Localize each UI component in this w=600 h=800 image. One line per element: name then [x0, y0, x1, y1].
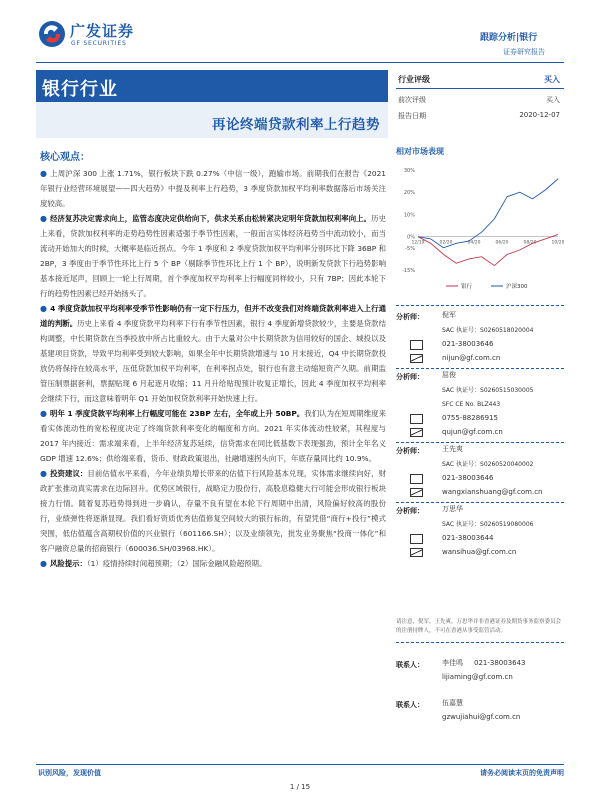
- email-icon: [410, 354, 423, 363]
- analyst-email[interactable]: qujun@gf.com.cn: [442, 428, 503, 436]
- analyst-name: 倪军: [442, 311, 456, 319]
- contact-label: 联系人：: [396, 701, 424, 709]
- x-tick-label: 08/20: [523, 240, 537, 246]
- para-bold: 经济复苏决定需求向上，监管态度决定供给向下，供求关系由松转紧决定明年贷款加权利率向上。: [50, 214, 372, 223]
- analyst-label: 分析师：: [396, 313, 424, 321]
- paragraph-6: [40, 556, 386, 571]
- legend-label: 沪深300: [506, 284, 528, 290]
- para-text: 上周沪深 300 上涨 1.71%，银行板块下跌 0.27%（中信一级），跑输市场。前期我们在报告《2021 年银行业经营环境展望——四大趋势》中提及利率上行趋势，3 季度贷款加权平均利率数据落后市场关注度较高。: [40, 169, 387, 208]
- para-bold: 风险提示：: [49, 559, 87, 568]
- report-type: 跟踪分析|银行: [480, 33, 538, 43]
- date-value: 2020-12-07: [519, 111, 560, 119]
- analyst-name: 屈俊: [442, 371, 456, 379]
- header-rule: [36, 62, 564, 63]
- para-text: 目前估值水平来看，今年业绩负增长带来的估值下行风险基本兑现，实体需求继续向好，财政扩张推动真实需求在边际回升。优势区域银行，战略定力股份行，高股息稳健大行可能会形成银行板块接力行情。随着复苏趋势得到进一步确认，存量不良有望在本轮下行周期中出清，风险偏好较高的股份行，业绩弹性将逐渐显现。我们看好资质优秀估值修复空间较大的银行标的，有望凭借“商行+投行”模式突围，低估值蕴含高期权价值的兴业银行（601166.SH）；以及业绩领先，批发业务聚焦“投商一体化”和客户融资总量的招商银行（600036.SH/03968.HK）。: [40, 469, 386, 553]
- phone-icon: [410, 340, 423, 350]
- footer-slogan: 识别风险，发现价值: [38, 769, 101, 777]
- analyst-name: 万思华: [442, 505, 463, 513]
- contact-email[interactable]: gzwujiahui@gf.com.cn: [442, 713, 521, 721]
- paragraph-2: [40, 211, 386, 301]
- footer-rule: [36, 764, 564, 765]
- paragraph-3: [40, 301, 386, 406]
- para-text: 历史上来看，贷款加权利率的走势趋势性因素适强于季节性因素，一般而言实体经济趋势当中流动较小，而当流动开始加大的时候，大概率是临近拐点。今年 1 季度和 2 季度贷款加权平均利率分别环比下降 36BP 和 2BP，3 季度由于季节性环比上行 5 个 BP（剔除季节性环比上行 1 个 BP），说明新发贷款下行趋势影响基本接近尾声，回顾上一轮上行周期，首个季度加权平均利率上行幅度同样较小，只有 7BP；因此本轮下行的趋势性因素已经开始扬头了。: [40, 214, 386, 298]
- market-heading: 相对市场表现: [396, 147, 444, 156]
- date-label: 报告日期: [398, 112, 426, 120]
- x-tick-label: 10/20: [551, 240, 564, 246]
- contact-label: 联系人：: [396, 661, 424, 669]
- analyst-sac: SAC 执证号：S0260520040002: [442, 461, 534, 468]
- analyst-divider: [396, 442, 564, 443]
- sector-bar: [36, 70, 388, 102]
- y-tick-label: -15%: [402, 268, 415, 274]
- logo: [38, 20, 66, 48]
- para-bold: 明年 1 季度贷款平均利率上行幅度可能在 23BP 左右，全年或上升 50BP。: [50, 409, 305, 418]
- analyst-email[interactable]: wangxianshuang@gf.com.cn: [442, 488, 543, 496]
- y-tick-label: 0%: [407, 234, 415, 241]
- analyst-phone: 021-38003646: [442, 474, 494, 482]
- x-tick-label: 06/20: [495, 240, 509, 246]
- gf-logo-icon: [38, 20, 66, 48]
- analyst-sac: SAC 执证号：S0260518020004: [442, 327, 534, 334]
- legend-label: 银行: [461, 284, 473, 290]
- series-line-1: [418, 179, 558, 248]
- para-text: 历史上来看 4 季度贷款平均利率下行有季节性因素，银行 4 季度新增贷款较少，主要是贷款结构调整，中长期贷款在当季投放中所占比重较大。由于大量对公中长期贷款为信用较好的国企、城投以及基建项目贷款，导致平均利率受到较大影响，如果全年中长期贷款增速与 10 月末接近，Q4 中长期贷款投放仍将保持在较高水平，压低贷款加权平均利率，在利率拐点处，银行也有意主动缩短资产久期。前期监管压制票据套利，票据贴现 6 月起逐月收缩；11 月升给贴现预计收复正增长，因此 4 季度加权平均利率会继续下行，而这意味着明年 Q1 开始加权贷款利率开始快速上行。: [40, 319, 386, 403]
- note-rule: [396, 642, 564, 643]
- analyst-phone: 021-38003646: [442, 340, 494, 348]
- bullet-icon: ●: [40, 304, 48, 313]
- relative-performance-chart: [396, 162, 564, 302]
- paragraph-4: [40, 406, 386, 466]
- analyst-sfc: SFC CE No. BLZ443: [442, 401, 501, 408]
- footer-disclaimer: 请务必阅读末页的免责声明: [480, 769, 564, 777]
- analyst-divider: [396, 368, 564, 369]
- email-icon: [410, 488, 423, 497]
- phone-icon: [410, 414, 423, 424]
- y-tick-label: 20%: [403, 190, 415, 197]
- para-text: （1）疫情持续时间超预期；（2）国际金融风险超预期。: [86, 559, 267, 568]
- email-icon: [410, 548, 423, 557]
- y-tick-label: -5%: [405, 245, 415, 252]
- paragraph-5: [40, 466, 386, 556]
- rating-label: 行业评级: [398, 75, 430, 84]
- prev-rating-value: 买入: [546, 96, 560, 104]
- body-text: [40, 166, 386, 571]
- bullet-icon: ●: [40, 169, 48, 178]
- analyst-phone: 0755-88286915: [442, 414, 498, 422]
- analyst-email[interactable]: wansihua@gf.com.cn: [442, 548, 517, 556]
- analyst-divider: [396, 502, 564, 503]
- rating-box: [396, 70, 564, 128]
- phone-icon: [410, 534, 423, 544]
- bullet-icon: ●: [40, 559, 47, 568]
- para-bold: 投资建议：: [50, 469, 88, 478]
- title-band: [36, 102, 388, 138]
- phone-icon: [410, 474, 423, 484]
- prev-rating-label: 前次评级: [398, 96, 426, 104]
- y-tick-label: 10%: [403, 212, 415, 219]
- page-number: 1 / 15: [289, 783, 311, 791]
- rating-rule: [396, 88, 564, 89]
- contact-phone: 021-38003643: [474, 659, 526, 667]
- analyst-label: 分析师：: [396, 373, 424, 381]
- bullet-icon: ●: [40, 409, 48, 418]
- sector-name: 银行行业: [42, 79, 118, 100]
- rating-value: 买入: [544, 75, 560, 84]
- analyst-sac: SAC 执证号：S0260515030005: [442, 387, 534, 394]
- analyst-sac: SAC 执证号：S0260519080006: [442, 521, 534, 528]
- x-tick-label: 12/19: [411, 240, 425, 246]
- analyst-email[interactable]: nijun@gf.com.cn: [442, 354, 501, 362]
- bullet-icon: ●: [40, 469, 48, 478]
- paragraph-1: [40, 166, 386, 211]
- email-icon: [410, 428, 423, 437]
- x-tick-label: 02/20: [439, 240, 453, 246]
- analyst-label: 分析师：: [396, 507, 424, 515]
- contact-email[interactable]: lijiaming@gf.com.cn: [442, 673, 513, 681]
- para-bold: 4 季度贷款加权平均利率受季节性影响仍有一定下行压力，但并不改变我们对终端贷款利率进入上行通道的判断。: [40, 304, 386, 328]
- bullet-icon: ●: [40, 214, 48, 223]
- disclaimer-note: 请注意，倪军，王先爽，万思华并非香港证券及期货事务监察委员会的注册持牌人，不可在香港从事受监管活动。: [396, 619, 562, 634]
- para-text: 我们认为在短周期维度来看实体流动性的宽松程度决定了终端贷款利率变化的幅度和方向。2021 年实体流动性较紧，其程度与 2017 年内接近：需求端来看，上半年经济复苏延续，信贷需求在同比低基数下表现强劲，预计全年名义 GDP 增速 12.6%；供给端来看，货币、财政政策退出，社融增速拐头向下，年底存量同比约 10.9%。: [40, 409, 386, 463]
- logo-en: GF SECURITIES: [71, 40, 127, 47]
- x-tick-label: 04/20: [467, 240, 481, 246]
- analyst-name: 王先爽: [442, 445, 463, 453]
- contact-name: 李佳鸣: [442, 659, 463, 667]
- logo-cn: 广发证券: [70, 22, 135, 40]
- analyst-phone: 021-38003644: [442, 534, 494, 542]
- contact-name: 伍嘉慧: [442, 699, 463, 707]
- analyst-label: 分析师：: [396, 447, 424, 455]
- y-tick-label: 30%: [403, 168, 415, 174]
- core-heading: 核心观点：: [40, 152, 90, 163]
- report-title: 再论终端贷款利率上行趋势: [212, 117, 380, 133]
- series-line-0: [418, 234, 558, 265]
- chart-rule: [396, 305, 564, 306]
- report-category: 证券研究报告: [503, 48, 545, 56]
